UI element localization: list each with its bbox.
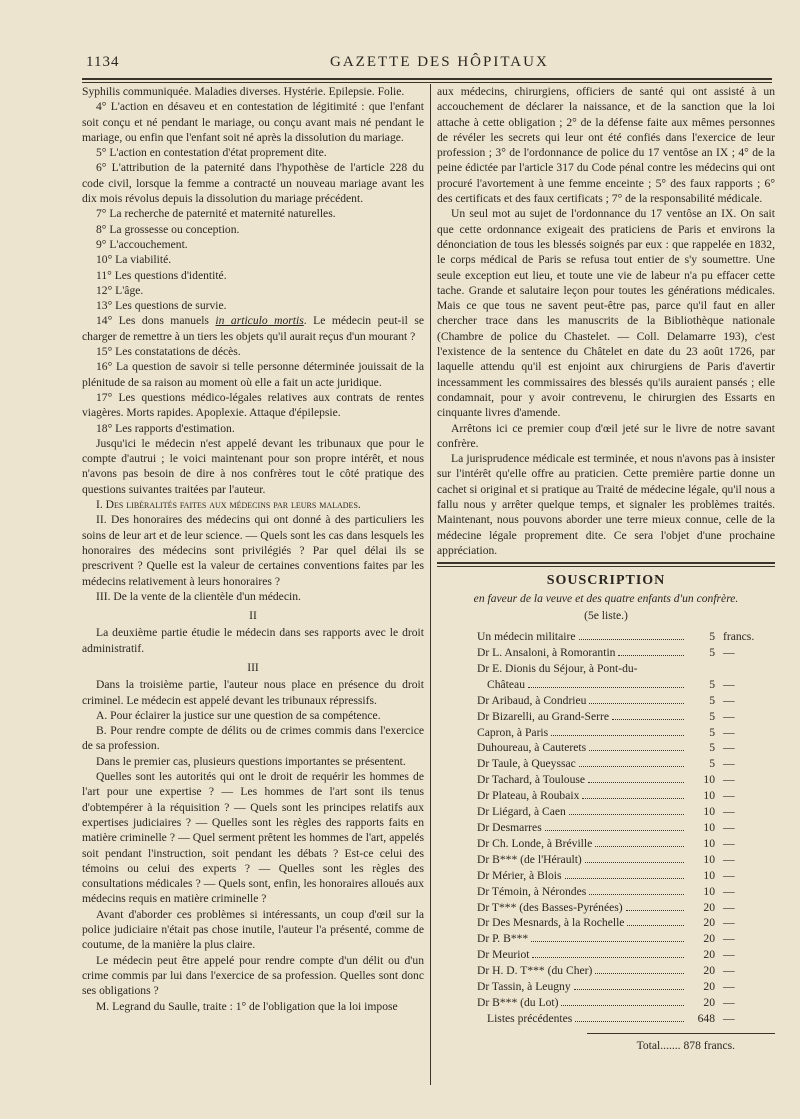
- left-column: [82, 84, 424, 1085]
- subscription-currency: —: [723, 900, 735, 914]
- subscriber-name: Dr B*** (du Lot): [477, 995, 559, 1009]
- subscription-amount: 20: [703, 916, 715, 930]
- subscription-currency: —: [723, 789, 735, 803]
- subscription-amount: 5: [709, 677, 715, 691]
- total-value: 878 francs.: [683, 1038, 735, 1052]
- list-item: 13° Les questions de survie.: [96, 299, 227, 313]
- subscription-entry: [477, 900, 769, 916]
- subscription-amount: 10: [703, 852, 715, 866]
- leader-dots: [626, 910, 684, 911]
- paragraph: 6° L'attribution de la paternité dans l'hypothèse de l'article 228 du code civil, lorsque la femme a contracté un nouveau mariage avant les dix mois révolus depuis la dissolution du mariage précédent.: [82, 161, 424, 206]
- subscription-amount: 5: [709, 646, 715, 659]
- subscription-entry: [477, 725, 769, 741]
- leader-dots: [595, 973, 684, 974]
- subscriber-name: Dr T*** (des Basses-Pyrénées): [477, 900, 623, 914]
- leader-dots: [551, 735, 684, 736]
- header-rule: [82, 78, 772, 83]
- subscriber-name: Dr Témoin, à Nérondes: [477, 884, 587, 898]
- subscriber-name: Capron, à Paris: [477, 725, 549, 739]
- subscription-entry: [477, 661, 769, 677]
- list-item: 15° Les constatations de décès.: [96, 345, 241, 359]
- subscription-currency: —: [723, 773, 735, 787]
- list-item: 8° La grossesse ou conception.: [96, 222, 240, 236]
- leader-dots: [545, 830, 684, 831]
- list-item: A. Pour éclairer la justice sur une question de sa compétence.: [96, 708, 381, 722]
- subscriber-name: Dr Ch. Londe, à Bréville: [477, 836, 593, 850]
- subscription-currency: —: [723, 757, 735, 771]
- subscription-amount: 5: [709, 741, 715, 755]
- subscription-amount: 10: [703, 836, 715, 850]
- subscription-amount: 10: [703, 868, 715, 882]
- subscription-currency: —: [723, 709, 735, 723]
- leader-dots: [589, 750, 684, 751]
- page-number: 1134: [86, 54, 120, 70]
- leader-dots: [612, 719, 684, 720]
- subscription-entry: [477, 836, 769, 852]
- subscription-amount: 20: [703, 900, 715, 914]
- subscription-amount: 20: [703, 932, 715, 946]
- subscription-currency: —: [723, 884, 735, 898]
- subscriber-name: Dr Mérier, à Blois: [477, 868, 562, 882]
- subscriber-name: Dr Des Mesnards, à la Rochelle: [477, 916, 625, 930]
- subscription-entry: [477, 756, 769, 772]
- leader-dots: [565, 878, 684, 879]
- subscriber-name: Dr B*** (de l'Hérault): [477, 852, 582, 866]
- list-item: 7° La recherche de paternité et maternité naturelles.: [96, 207, 336, 221]
- paragraph: Un seul mot au sujet de l'ordonnance du 17 ventôse an IX. On sait que cette ordonnance exigeait des praticiens de Paris et environs la dénonciation de tous les blessés soignés par eux : que rappelée en 1832, le corps médical de Paris se refusa tout entier de s'y soumettre. Une seule exception eut lieu, et toute une vie de labeur n'a pu effacer cette tache. Grande et salutaire leçon pour toutes les générations médicales. Mais ce que tous ne savent peut-être pas, parce qu'il faut en aller chercher trace dans les manuscrits de la Bibliothèque nationale (Chambre de police du Chastelet. — Coll. Delamarre 193), c'est l'existence de la sentence du Châtelet en date du 23 août 1726, par laquelle attendu qu'il est enjoint aux chirurgiens de Paris d'avertir incessamment les commissaires des blessés qu'ils auraient pansés ; elle condamnait, pour y avoir contrevenu, le chirurgien des Essarts en cinquante livres d'amende.: [437, 207, 775, 420]
- paragraph: Dans la troisième partie, l'auteur nous place en présence du droit criminel. Le médecin est appelé devant les tribunaux répressifs.: [82, 678, 424, 707]
- paragraph: Jusqu'ici le médecin n'est appelé devant les tribunaux que pour le compte d'autrui ; le voici maintenant pour son propre intérêt, et nous n'avons pas besoin de dire à nos confrères tout le côté pratique des questions suivantes traitées par l'auteur.: [82, 436, 424, 496]
- list-item: 16° La question de savoir si telle personne déterminée jouissait de la plénitude de sa raison au moment où elle a fait un acte juridique.: [82, 360, 424, 389]
- subscription-amount: 10: [703, 820, 715, 834]
- paragraph: Avant d'aborder ces problèmes si intéressants, un coup d'œil sur la police judiciaire n'était pas chose inutile, l'auteur l'a présenté, comme de coutume, de la manière la plus claire.: [82, 907, 424, 952]
- subscription-currency: —: [723, 693, 735, 707]
- subscriber-name: Dr Bizarelli, au Grand-Serre: [477, 709, 609, 723]
- text-run: . Le médecin peut-il se charger de remettre à un tiers les objets qu'il aurait reçus d'un mourant ?: [82, 314, 424, 343]
- subscription-entry: [477, 804, 769, 820]
- subscription-title: SOUSCRIPTION: [546, 573, 666, 589]
- leader-dots: [532, 957, 684, 958]
- subscriber-name: Dr Liégard, à Caen: [477, 805, 566, 819]
- subscription-entry: [477, 995, 769, 1011]
- subscription-amount: 10: [703, 773, 715, 787]
- subscription-currency: —: [723, 948, 735, 962]
- paragraph: La jurisprudence médicale est terminée, et nous n'avons pas à insister sur l'intérêt qu'elle offre au praticien. Cette première partie donne un cachet si original et si pratique au Traité de médecine légale, qu'il nous a fallu nous y arrêter quelque temps, et signaler les problèmes traités. Maintenant, nous pouvons aborder une terre mieux connue, celle de la médecine légale proprement dite. Ce sera l'objet d'une prochaine appréciation.: [437, 452, 775, 557]
- list-item: I. Des libéralités faites aux médecins par leurs malades.: [96, 498, 361, 512]
- total-rule: [587, 1033, 775, 1034]
- subscription-currency: —: [723, 916, 735, 930]
- subscription-currency: —: [723, 805, 735, 819]
- subscription-currency: —: [723, 995, 735, 1009]
- subscription-entry: [477, 645, 769, 661]
- paragraph: Le médecin peut être appelé pour rendre compte d'un délit ou d'un crime commis par lui dans l'exercice de sa profession. Quelles sont donc ses obligations ?: [82, 953, 424, 998]
- leader-dots: [575, 1021, 684, 1022]
- subscription-amount: 20: [703, 948, 715, 962]
- subscription-subtitle: en faveur de la veuve et des quatre enfants d'un confrère.: [473, 591, 739, 605]
- total-label: Total: [636, 1038, 661, 1052]
- section-rule: [437, 562, 775, 567]
- list-item: 11° Les questions d'identité.: [96, 268, 227, 282]
- subscription-entry: [477, 963, 769, 979]
- subscriber-name: Dr E. Dionis du Séjour, à Pont-du-: [477, 661, 638, 675]
- subscriber-name: Dr H. D. T*** (du Cher): [477, 964, 593, 978]
- leader-dots: [561, 1005, 684, 1006]
- subscription-amount: 5: [709, 757, 715, 771]
- subscription-entry: [477, 852, 769, 868]
- subscription-total: Total....... 878 francs.: [636, 1038, 735, 1052]
- leader-dots: [589, 894, 684, 895]
- subscription-currency: —: [723, 677, 735, 691]
- subscriber-name: Dr Meuriot: [477, 948, 530, 962]
- subscription-currency: francs.: [723, 630, 755, 644]
- subscription-currency: —: [723, 725, 735, 739]
- paragraph: 5° L'action en contestation d'état proprement dite.: [96, 146, 327, 160]
- subscription-list: [477, 629, 769, 1027]
- subscription-entry: [477, 947, 769, 963]
- subscription-currency: —: [723, 1011, 735, 1025]
- leader-dots: [585, 862, 684, 863]
- section-numeral: III: [247, 660, 259, 674]
- paragraph: Dans le premier cas, plusieurs questions importantes se présentent.: [96, 754, 406, 768]
- subscriber-name: Dr P. B***: [477, 932, 529, 946]
- subscription-entry: [477, 1011, 769, 1027]
- paragraph: 4° L'action en désaveu et en contestation de légitimité : que l'enfant soit conçu et né pendant le mariage, ou conçu avant mais né pendant le mariage, ou enfin que l'enfant soit né après la dissolution du mariage.: [82, 100, 424, 144]
- list-item: 17° Les questions médico-légales relatives aux contrats de rentes viagères. Morts rapides. Apoplexie. Attaque d'épilepsie.: [82, 390, 424, 420]
- leader-dots: [589, 703, 684, 704]
- subscriber-name: Dr L. Ansaloni, à Romorantin: [477, 646, 616, 659]
- subscription-entry: [477, 693, 769, 709]
- subscription-amount: 5: [709, 709, 715, 723]
- leader-dots: [588, 782, 684, 783]
- subscription-currency: —: [723, 932, 735, 946]
- subscription-entry: [477, 915, 769, 931]
- paragraph: M. Legrand du Saulle, traite : 1° de l'obligation que la loi impose: [96, 999, 398, 1013]
- list-item: [82, 313, 424, 344]
- subscriber-name: Un médecin militaire: [477, 630, 576, 644]
- subscription-amount: 10: [703, 805, 715, 819]
- subscription-currency: —: [723, 980, 735, 994]
- subscription-currency: —: [723, 868, 735, 882]
- leader-dots: [569, 814, 684, 815]
- leader-dots: [531, 941, 684, 942]
- page-header: [0, 42, 800, 68]
- subscription-amount: 10: [703, 789, 715, 803]
- subscription-amount: 5: [709, 725, 715, 739]
- subscription-entry: [477, 788, 769, 804]
- subscription-currency: —: [723, 820, 735, 834]
- list-item: 10° La viabilité.: [96, 253, 172, 267]
- subscription-entry: [477, 884, 769, 900]
- leader-dots: [618, 655, 684, 656]
- leader-dots: [582, 798, 684, 799]
- list-item: 9° L'accouchement.: [96, 237, 188, 251]
- list-item: 12° L'âge.: [96, 283, 144, 297]
- subscription-list-number: (5e liste.): [584, 608, 628, 622]
- list-item: 18° Les rapports d'estimation.: [96, 421, 235, 435]
- leader-dots: [574, 989, 684, 990]
- subscription-currency: —: [723, 836, 735, 850]
- subscription-amount: 648: [697, 1011, 715, 1025]
- subscription-entry: [477, 740, 769, 756]
- subscriber-name: Dr Tassin, à Leugny: [477, 980, 571, 994]
- paragraph: Quelles sont les autorités qui ont le droit de requérir les hommes de l'art pour une expertise ? — Les hommes de l'art sont ils tenus d'obtempérer à la réquisition ? — Quels sont les principes relatifs aux expertises judiciaires ? — Quelles sont les règles des rapports faits en matière criminelle ? — Quel serment prêtent les hommes de l'art, appelés soit pendant l'instruction, soit pendant les débats ? Est-ce celui des témoins ou celui des experts ? — Quelles sont les règles des consultations médicales ? — Quels sont, enfin, les honoraires alloués aux médecins requis en matière criminelle ?: [82, 770, 424, 906]
- section-numeral: II: [249, 609, 257, 623]
- subscription-entry: [477, 931, 769, 947]
- subscription-entry: [477, 677, 769, 693]
- subscriber-name: Dr Taule, à Queyssac: [477, 757, 576, 771]
- subscriber-name: Château: [487, 677, 525, 691]
- right-column: [437, 84, 775, 1085]
- subscription-amount: 5: [709, 630, 715, 644]
- list-item: III. De la vente de la clientèle d'un médecin.: [96, 589, 301, 603]
- column-divider: [430, 84, 431, 1085]
- subscription-entry: [477, 979, 769, 995]
- subscriber-name: Listes précédentes: [487, 1011, 573, 1025]
- subscription-amount: 20: [703, 980, 715, 994]
- subscription-amount: 20: [703, 964, 715, 978]
- subscription-entry: [477, 820, 769, 836]
- subscription-entry: [477, 772, 769, 788]
- journal-title: GAZETTE DES HÔPITAUX: [330, 54, 549, 70]
- subscription-entry: [477, 709, 769, 725]
- subscriber-name: Dr Desmarres: [477, 820, 542, 834]
- paragraph: aux médecins, chirurgiens, officiers de santé qui ont assisté à un accouchement de déclarer la naissance, et de la sanction que la loi attache à cette obligation ; 2° de la défense faite aux mêmes personnes de révéler les secrets qui leur ont été confiés dans l'exercice de leur profession ; 3° de l'ordonnance de police du 17 ventôse an IX ; 4° de la peine édictée par l'article 317 du Code pénal contre les médecins qui ont procuré l'avortement à une femme enceinte ; 5° des faux rapports ; 6° des certificats et des faux certificats ; 7° de la responsabilité médicale.: [437, 85, 775, 206]
- subscriber-name: Dr Tachard, à Toulouse: [477, 773, 586, 787]
- subscription-entry: [477, 629, 769, 645]
- subscription-entry: [477, 868, 769, 884]
- leader-dots: [595, 846, 684, 847]
- list-item: II. Des honoraires des médecins qui ont donné à des particuliers les soins de leur art et de leur science. — Quels sont les cas dans lesquels les honoraires des médecins sont privilégiés ? Par quel délai ils se prescrivent ? Quelle est la valeur de certaines conventions faites par les médecins relativement à leurs honoraires ?: [82, 513, 424, 588]
- subscription-currency: —: [723, 741, 735, 755]
- leader-dots: [627, 925, 684, 926]
- paragraph: Syphilis communiquée. Maladies diverses. Hystérie. Epilepsie. Folie.: [82, 85, 405, 98]
- subscriber-name: Dr Plateau, à Roubaix: [477, 789, 580, 803]
- paragraph: Arrêtons ici ce premier coup d'œil jeté sur le livre de notre savant confrère.: [437, 421, 775, 450]
- paragraph: La deuxième partie étudie le médecin dans ses rapports avec le droit administratif.: [82, 626, 424, 655]
- subscription-amount: 10: [703, 884, 715, 898]
- text-run: 14° Les dons manuels: [96, 314, 216, 328]
- subscription-currency: —: [723, 964, 735, 978]
- subscription-amount: 5: [709, 693, 715, 707]
- subscription-section: [437, 573, 775, 1053]
- leader-dots: [528, 687, 684, 688]
- subscriber-name: Dr Aribaud, à Condrieu: [477, 693, 587, 707]
- subscription-currency: —: [723, 852, 735, 866]
- leader-dots: [579, 639, 684, 640]
- leader-dots: [579, 766, 684, 767]
- list-item: B. Pour rendre compte de délits ou de crimes commis dans l'exercice de sa profession.: [82, 724, 424, 753]
- subscriber-name: Duhoureau, à Cauterets: [477, 741, 587, 755]
- subscription-currency: —: [723, 646, 735, 659]
- latin-phrase: in articulo mortis: [215, 314, 304, 328]
- subscription-amount: 20: [703, 995, 715, 1009]
